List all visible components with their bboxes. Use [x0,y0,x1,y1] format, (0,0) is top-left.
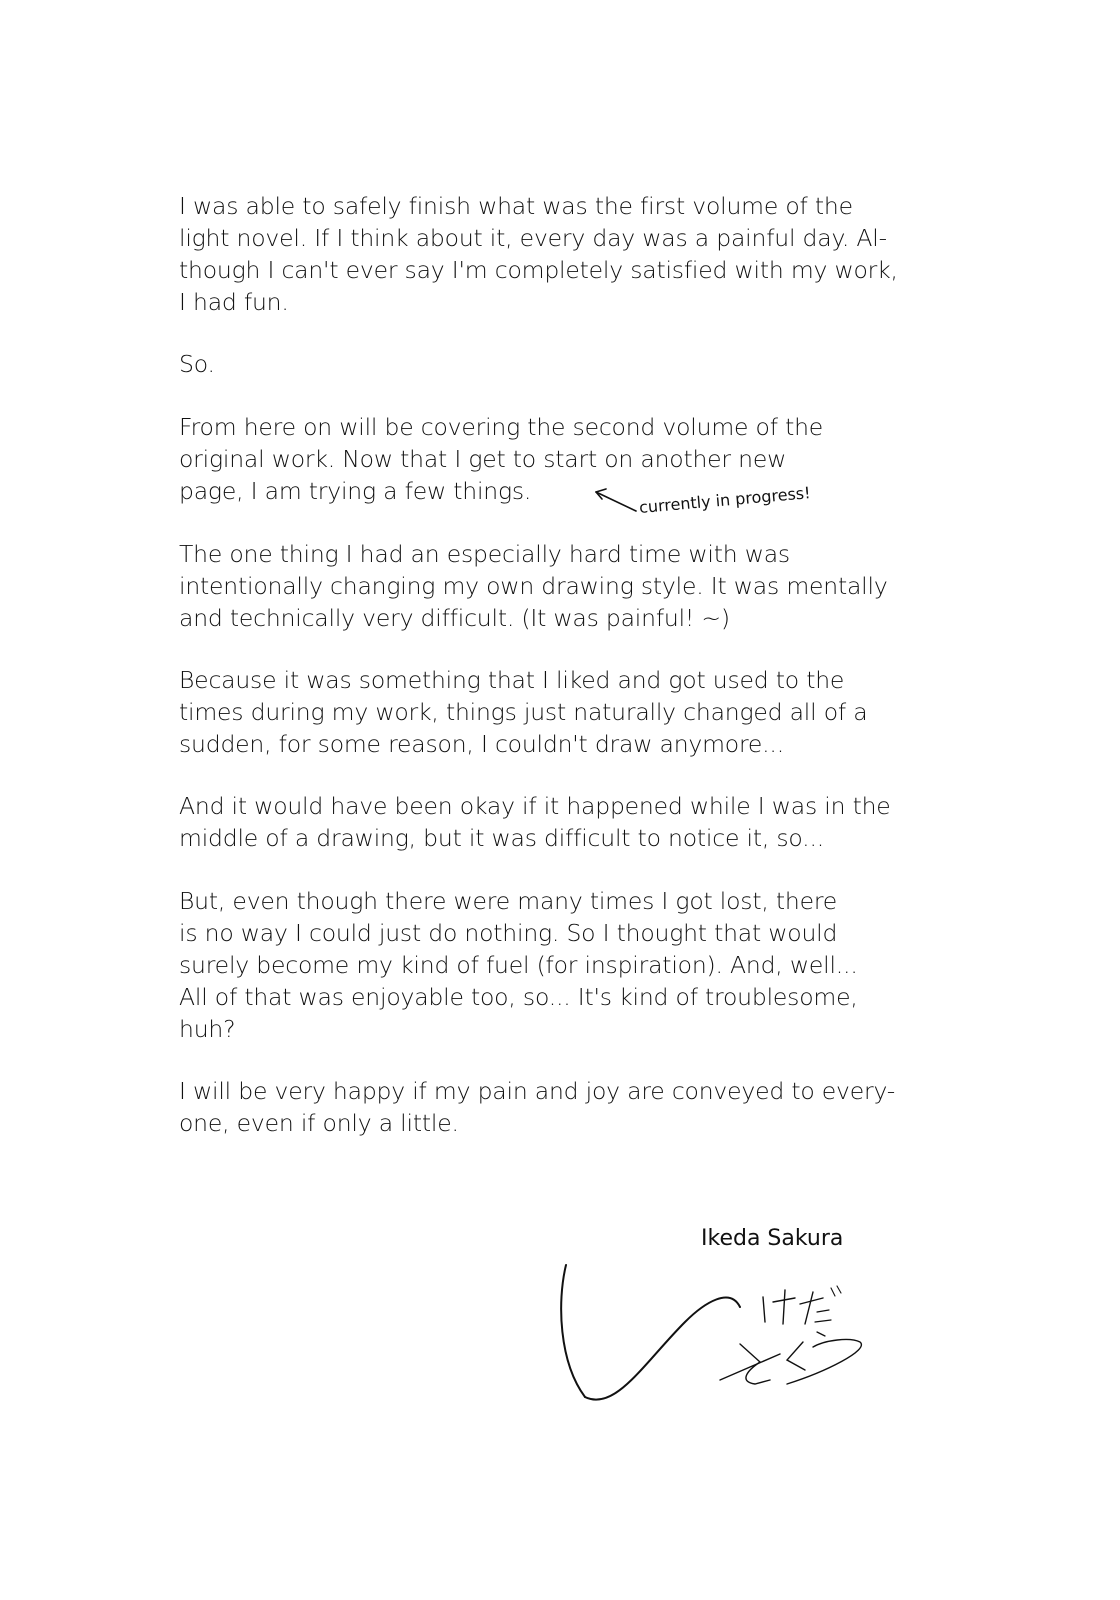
text-line: Because it was something that I liked and got used to the [179,666,845,694]
text-line: page, I am trying a few things. [179,477,532,505]
text-line: though I can't ever say I'm completely satisfied with my work, [179,256,898,284]
text-line: and technically very difficult. (It was painful! ~) [179,604,730,632]
arrow-icon [592,484,638,514]
text-line: And it would have been okay if it happened while I was in the [179,792,891,820]
text-line: So. [179,350,215,378]
text-line: sudden, for some reason, I couldn't draw anymore... [179,730,784,758]
signature-drawing [555,1262,875,1412]
margin-annotation: currently in progress! [638,483,812,517]
text-line: The one thing I had an especially hard time with was [179,540,790,568]
text-line: But, even though there were many times I got lost, there [179,887,838,915]
text-line: huh? [179,1015,236,1043]
text-line: times during my work, things just naturally changed all of a [179,698,868,726]
text-line: light novel. If I think about it, every day was a painful day. Al- [179,224,887,252]
text-line: one, even if only a little. [179,1109,459,1137]
text-line: is no way I could just do nothing. So I thought that would [179,919,838,947]
author-name: Ikeda Sakura [701,1226,844,1251]
text-line: intentionally changing my own drawing style. It was mentally [179,572,888,600]
text-line: All of that was enjoyable too, so... It's kind of troublesome, [179,983,858,1011]
text-line: I had fun. [179,288,289,316]
text-line: surely become my kind of fuel (for inspiration). And, well... [179,951,858,979]
text-line: original work. Now that I get to start on another new [179,445,787,473]
text-line: I will be very happy if my pain and joy are conveyed to every- [179,1077,896,1105]
text-line: middle of a drawing, but it was difficult to notice it, so... [179,824,824,852]
text-line: From here on will be covering the second volume of the [179,413,824,441]
text-line: I was able to safely finish what was the first volume of the [179,192,853,220]
